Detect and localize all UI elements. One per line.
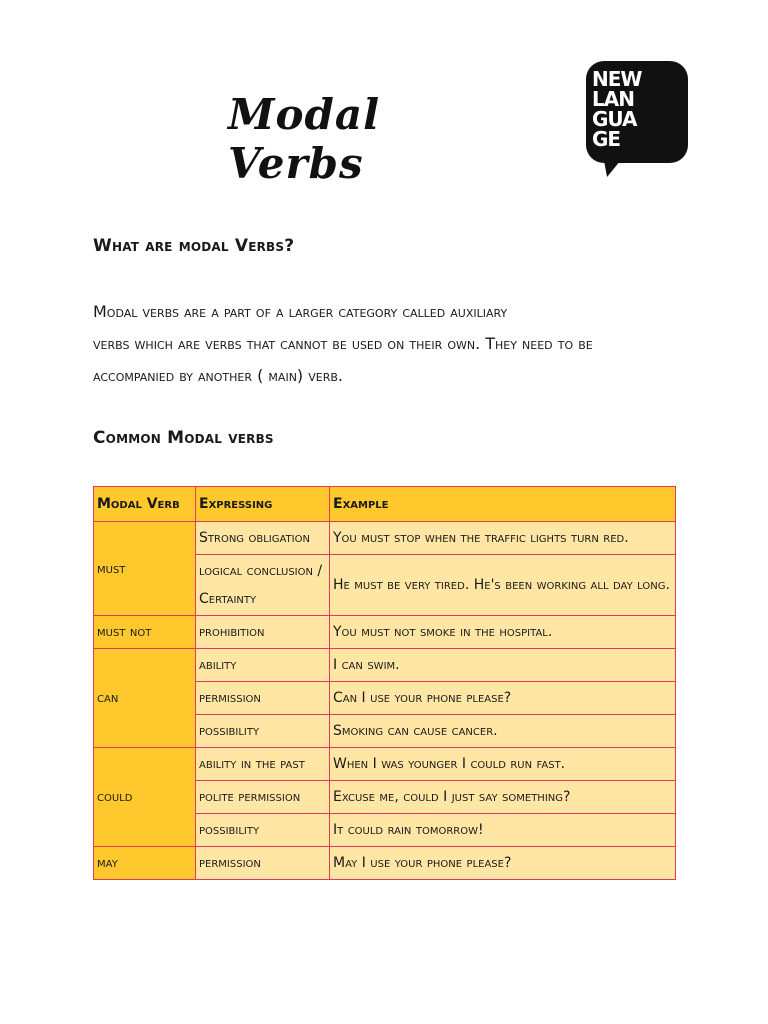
modal-cell: could — [94, 748, 196, 847]
logo-text — [592, 69, 682, 149]
table-row — [94, 847, 676, 880]
expressing-cell: ability — [196, 649, 330, 682]
header-modal-verb: Modal Verb — [94, 487, 196, 522]
logo-speech-tail — [597, 155, 625, 177]
heading-common-modal-verbs: Common Modal verbs — [93, 428, 274, 448]
modal-cell: must — [94, 522, 196, 616]
expressing-cell: ability in the past — [196, 748, 330, 781]
logo-line-2: LAN — [592, 87, 634, 111]
expressing-cell: polite permission — [196, 781, 330, 814]
example-cell: Smoking can cause cancer. — [330, 715, 676, 748]
example-cell: Excuse me, could I just say something? — [330, 781, 676, 814]
modal-cell: can — [94, 649, 196, 748]
example-cell: He must be very tired. He's been working all day long. — [330, 555, 676, 616]
expressing-cell: permission — [196, 847, 330, 880]
expressing-cell: logical conclusion / Certainty — [196, 555, 330, 616]
paragraph-line-1: Modal verbs are a part of a larger category called auxiliary — [93, 302, 508, 321]
logo-line-4: GE — [592, 127, 621, 151]
intro-paragraph — [93, 296, 683, 392]
expressing-cell: possibility — [196, 715, 330, 748]
table-row — [94, 522, 676, 555]
logo-line-1: NEW — [592, 67, 642, 91]
logo-line-3: GUA — [592, 107, 637, 131]
expressing-cell: prohibition — [196, 616, 330, 649]
example-cell: I can swim. — [330, 649, 676, 682]
modal-cell: must not — [94, 616, 196, 649]
paragraph-line-2: verbs which are verbs that cannot be used on their own. They need to be — [93, 334, 593, 353]
example-cell: When I was younger I could run fast. — [330, 748, 676, 781]
modal-cell: may — [94, 847, 196, 880]
example-cell: You must not smoke in the hospital. — [330, 616, 676, 649]
example-cell: May I use your phone please? — [330, 847, 676, 880]
header-example: Example — [330, 487, 676, 522]
expressing-cell: Strong obligation — [196, 522, 330, 555]
table-row — [94, 649, 676, 682]
new-language-logo — [570, 55, 704, 185]
expressing-cell: permission — [196, 682, 330, 715]
table-row — [94, 748, 676, 781]
table-row — [94, 616, 676, 649]
modal-verbs-table — [93, 486, 676, 880]
heading-what-are-modal-verbs: What are modal Verbs? — [93, 236, 295, 256]
table-header-row — [94, 487, 676, 522]
example-cell: You must stop when the traffic lights turn red. — [330, 522, 676, 555]
header-expressing: Expressing — [196, 487, 330, 522]
paragraph-line-3: accompanied by another ( main) verb. — [93, 366, 344, 385]
page-title: Modal Verbs — [228, 90, 381, 188]
example-cell: It could rain tomorrow! — [330, 814, 676, 847]
expressing-cell: possibility — [196, 814, 330, 847]
example-cell: Can I use your phone please? — [330, 682, 676, 715]
